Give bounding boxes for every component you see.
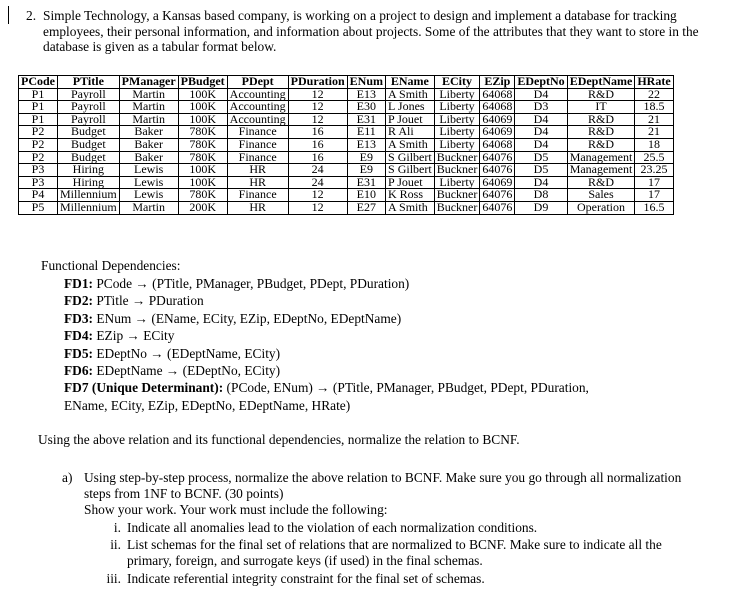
table-cell: 64076: [480, 164, 515, 177]
text-cursor: [8, 6, 9, 24]
column-header: EZip: [480, 76, 515, 89]
table-cell: D4: [515, 138, 567, 151]
table-cell: 12: [288, 113, 347, 126]
table-cell: P3: [19, 164, 58, 177]
table-cell: R Ali: [386, 126, 435, 139]
table-cell: E31: [347, 113, 385, 126]
table-row: [19, 101, 674, 114]
part-a-show: Show your work. Your work must include the following:: [84, 501, 388, 517]
table-cell: 12: [288, 189, 347, 202]
question-intro: [26, 8, 703, 55]
table-cell: E13: [347, 88, 385, 101]
table-row: [19, 164, 674, 177]
table-cell: Accounting: [227, 88, 288, 101]
table-cell: 17: [635, 176, 673, 189]
table-cell: HR: [227, 176, 288, 189]
table-cell: 16: [288, 151, 347, 164]
fd-text: PCode → (PTitle, PManager, PBudget, PDept, PDuration): [93, 276, 410, 291]
fd-item: [64, 275, 704, 292]
requirement-number: i.: [113, 520, 121, 535]
table-cell: Lewis: [119, 176, 178, 189]
table-cell: E11: [347, 126, 385, 139]
column-header: PCode: [19, 76, 58, 89]
table-cell: Payroll: [58, 101, 120, 114]
fd-item: [64, 362, 704, 379]
fd-item: [64, 292, 704, 309]
part-a-label: a): [62, 470, 73, 485]
question-number: 2.: [26, 8, 37, 23]
table-cell: Lewis: [119, 164, 178, 177]
table-cell: Buckner: [434, 164, 480, 177]
table-cell: A Smith: [386, 88, 435, 101]
column-header: HRate: [635, 76, 673, 89]
table-cell: Payroll: [58, 88, 120, 101]
fd7-label: FD7 (Unique Determinant):: [64, 380, 224, 396]
table-row: [19, 126, 674, 139]
table-cell: 23.25: [635, 164, 673, 177]
fd-item: [64, 345, 704, 362]
fd-item: [64, 327, 704, 344]
table-cell: P4: [19, 189, 58, 202]
table-cell: A Smith: [386, 138, 435, 151]
requirement-item: [113, 520, 687, 536]
table-cell: D5: [515, 151, 567, 164]
table-cell: 18: [635, 138, 673, 151]
table-cell: 17: [635, 189, 673, 202]
requirement-number: ii.: [110, 537, 121, 552]
table-cell: 22: [635, 88, 673, 101]
table-cell: Lewis: [119, 189, 178, 202]
table-cell: 64068: [480, 101, 515, 114]
table-cell: 18.5: [635, 101, 673, 114]
question-text: Simple Technology, a Kansas based company, is working on a project to design and implement a database for tracking employees, their personal information, and information about projects. Some of the attributes that they want to store in the database is given as a tabular format below.: [43, 8, 699, 55]
table-cell: Baker: [119, 138, 178, 151]
table-cell: Millennium: [58, 201, 120, 214]
fd-text: ENum → (EName, ECity, EZip, EDeptNo, EDeptName): [93, 310, 402, 326]
table-row: [19, 88, 674, 101]
table-cell: Finance: [227, 151, 288, 164]
table-cell: R&D: [567, 176, 635, 189]
table-cell: K Ross: [386, 189, 435, 202]
table-cell: 100K: [178, 88, 227, 101]
table-cell: Liberty: [434, 88, 480, 101]
table-cell: D4: [515, 113, 567, 126]
table-cell: D3: [515, 101, 567, 114]
table-cell: 200K: [178, 201, 227, 214]
table-cell: 64069: [480, 126, 515, 139]
column-header: PDept: [227, 76, 288, 89]
part-a-text: Using step-by-step process, normalize the above relation to BCNF. Make sure you go through all normalization steps from 1NF to BCNF. (30 points): [84, 470, 682, 501]
table-cell: 64076: [480, 151, 515, 164]
column-header: ECity: [434, 76, 480, 89]
fd-title: Functional Dependencies:: [41, 258, 181, 273]
table-cell: Accounting: [227, 101, 288, 114]
table-cell: IT: [567, 101, 635, 114]
table-cell: P3: [19, 176, 58, 189]
table-cell: 780K: [178, 126, 227, 139]
table-cell: 100K: [178, 176, 227, 189]
table-cell: D9: [515, 201, 567, 214]
table-cell: Management: [567, 151, 635, 164]
table-cell: Millennium: [58, 189, 120, 202]
table-cell: Accounting: [227, 113, 288, 126]
table-cell: 25.5: [635, 151, 673, 164]
table-cell: P2: [19, 138, 58, 151]
table-cell: Liberty: [434, 101, 480, 114]
table-cell: 21: [635, 113, 673, 126]
table-cell: Martin: [119, 113, 178, 126]
table-cell: 12: [288, 88, 347, 101]
fd-label: FD3:: [64, 310, 94, 326]
table-cell: 24: [288, 176, 347, 189]
table-cell: Sales: [567, 189, 635, 202]
table-cell: E30: [347, 101, 385, 114]
table-header-row: [19, 76, 674, 89]
table-cell: HR: [227, 164, 288, 177]
table-row: [19, 201, 674, 214]
requirement-item: [110, 537, 687, 569]
table-cell: 64068: [480, 138, 515, 151]
table-cell: Hiring: [58, 164, 120, 177]
table-cell: D5: [515, 164, 567, 177]
table-cell: 100K: [178, 113, 227, 126]
table-cell: Buckner: [434, 151, 480, 164]
table-cell: R&D: [567, 126, 635, 139]
table-cell: 64076: [480, 189, 515, 202]
table-cell: P2: [19, 126, 58, 139]
fd-label: FD5:: [64, 345, 94, 361]
table-body: [19, 88, 674, 214]
requirement-text: List schemas for the final set of relations that are normalized to BCNF. Make sure to indicate all the primary, foreign, and surrogate keys (if used) in the final schemas.: [127, 537, 662, 568]
table-cell: 12: [288, 101, 347, 114]
table-cell: Liberty: [434, 176, 480, 189]
table-cell: Baker: [119, 126, 178, 139]
table-cell: 64076: [480, 201, 515, 214]
table-cell: 100K: [178, 164, 227, 177]
table-cell: Hiring: [58, 176, 120, 189]
table-cell: L Jones: [386, 101, 435, 114]
table-cell: A Smith: [386, 201, 435, 214]
column-header: EDeptNo: [515, 76, 567, 89]
table-cell: P2: [19, 151, 58, 164]
table-cell: D8: [515, 189, 567, 202]
fd-label: FD4:: [64, 328, 94, 344]
table-cell: P5: [19, 201, 58, 214]
table-cell: R&D: [567, 88, 635, 101]
requirement-text: Indicate referential integrity constraint for the final set of schemas.: [127, 571, 485, 586]
column-header: PBudget: [178, 76, 227, 89]
fd-text: EZip → ECity: [93, 328, 175, 344]
table-cell: S Gilbert: [386, 151, 435, 164]
table-cell: HR: [227, 201, 288, 214]
attribute-table-container: [18, 75, 674, 215]
table-row: [19, 113, 674, 126]
table-cell: Finance: [227, 189, 288, 202]
table-cell: P Jouet: [386, 113, 435, 126]
table-cell: 12: [288, 201, 347, 214]
fd-text: EDeptNo → (EDeptName, ECity): [93, 345, 281, 361]
table-cell: Finance: [227, 138, 288, 151]
requirement-text: Indicate all anomalies lead to the violation of each normalization conditions.: [127, 520, 538, 535]
table-cell: E9: [347, 151, 385, 164]
table-cell: P1: [19, 101, 58, 114]
normalize-instruction: Using the above relation and its functional dependencies, normalize the relation to BCNF.: [38, 432, 520, 447]
fd7-item: [64, 379, 704, 396]
table-cell: R&D: [567, 138, 635, 151]
fd-text: PTitle → PDuration: [93, 293, 204, 309]
table-cell: Buckner: [434, 189, 480, 202]
table-cell: Buckner: [434, 201, 480, 214]
fd-list: [64, 275, 704, 414]
table-cell: Baker: [119, 151, 178, 164]
table-cell: P1: [19, 113, 58, 126]
table-cell: Budget: [58, 126, 120, 139]
table-cell: 64069: [480, 176, 515, 189]
column-header: PDuration: [288, 76, 347, 89]
table-cell: 780K: [178, 151, 227, 164]
table-cell: Operation: [567, 201, 635, 214]
table-cell: E9: [347, 164, 385, 177]
table-cell: Liberty: [434, 138, 480, 151]
table-cell: 780K: [178, 138, 227, 151]
table-cell: Payroll: [58, 113, 120, 126]
table-cell: P Jouet: [386, 176, 435, 189]
column-header: PTitle: [58, 76, 120, 89]
table-cell: Martin: [119, 101, 178, 114]
fd7-text: (PCode, ENum) → (PTitle, PManager, PBudget, PDept, PDuration,: [223, 380, 589, 396]
table-cell: Liberty: [434, 113, 480, 126]
table-cell: Management: [567, 164, 635, 177]
part-a: [62, 470, 704, 517]
table-cell: Budget: [58, 138, 120, 151]
table-cell: Martin: [119, 88, 178, 101]
table-cell: D4: [515, 176, 567, 189]
attribute-table: [18, 75, 674, 215]
table-cell: E10: [347, 189, 385, 202]
table-cell: Martin: [119, 201, 178, 214]
table-cell: E31: [347, 176, 385, 189]
table-cell: D4: [515, 88, 567, 101]
table-cell: E13: [347, 138, 385, 151]
table-cell: 64068: [480, 88, 515, 101]
table-cell: 24: [288, 164, 347, 177]
table-cell: E27: [347, 201, 385, 214]
table-cell: S Gilbert: [386, 164, 435, 177]
fd7-continuation: EName, ECity, EZip, EDeptNo, EDeptName, HRate): [64, 397, 351, 413]
table-cell: 16: [288, 138, 347, 151]
table-cell: 64069: [480, 113, 515, 126]
table-cell: 16: [288, 126, 347, 139]
table-cell: Budget: [58, 151, 120, 164]
column-header: EDeptName: [567, 76, 635, 89]
table-cell: Liberty: [434, 126, 480, 139]
column-header: EName: [386, 76, 435, 89]
table-cell: 780K: [178, 189, 227, 202]
fd-item: [64, 310, 704, 327]
fd-text: EDeptName → (EDeptNo, ECity): [93, 363, 281, 379]
table-cell: R&D: [567, 113, 635, 126]
table-cell: 16.5: [635, 201, 673, 214]
table-cell: Finance: [227, 126, 288, 139]
table-cell: 21: [635, 126, 673, 139]
column-header: PManager: [119, 76, 178, 89]
requirement-item: [106, 571, 687, 587]
requirement-number: iii.: [106, 571, 121, 586]
fd-label: FD6:: [64, 363, 94, 379]
table-cell: P1: [19, 88, 58, 101]
table-cell: 100K: [178, 101, 227, 114]
fd-label: FD2:: [64, 293, 94, 309]
fd-label: FD1:: [64, 276, 94, 291]
table-cell: D4: [515, 126, 567, 139]
column-header: ENum: [347, 76, 385, 89]
